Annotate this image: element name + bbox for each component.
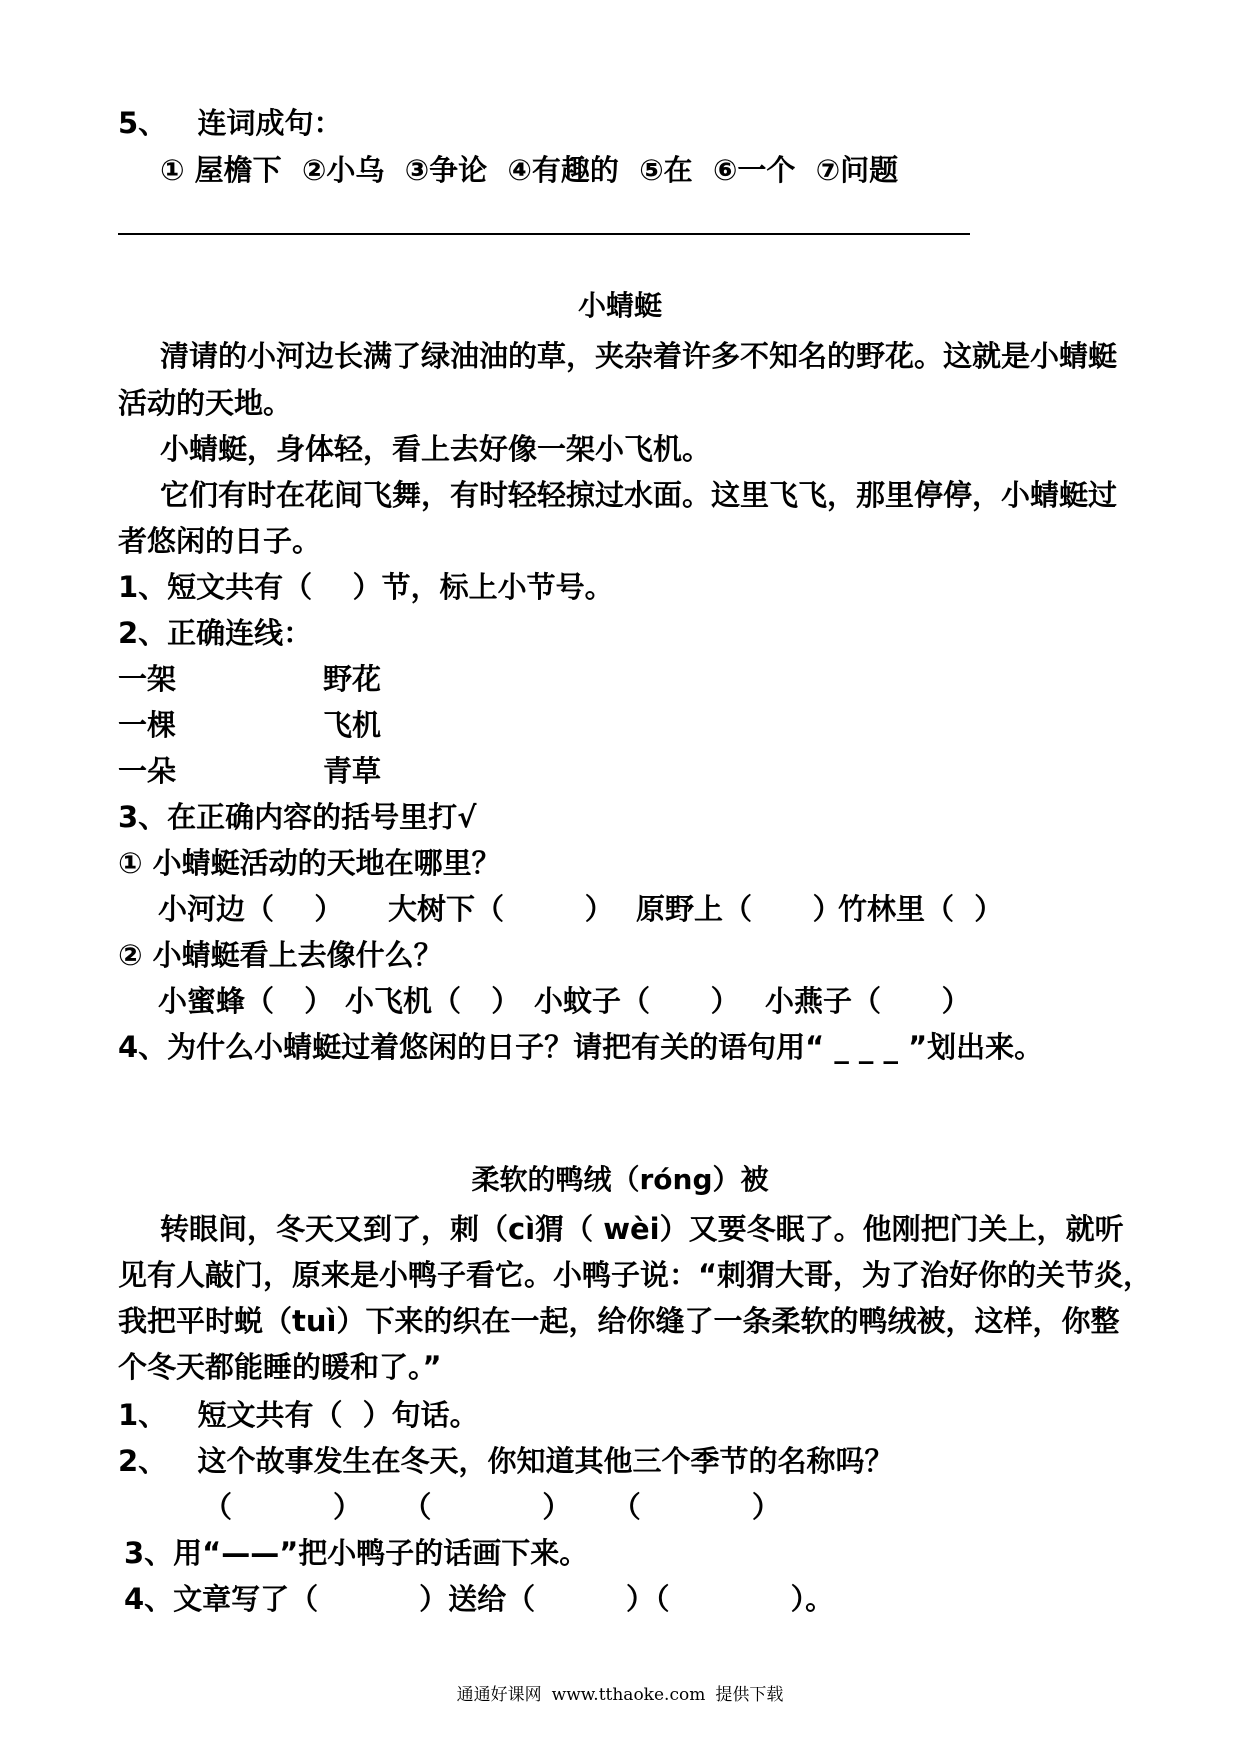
passage2-question-4: 4、文章写了（ ）送给（ ）（ ）。 xyxy=(124,1582,835,1616)
match-right-item: 野花 xyxy=(323,662,382,696)
option-item: 小燕子（ ） xyxy=(765,984,971,1018)
passage1-question-4: 4、为什么小蜻蜓过着悠闲的日子？请把有关的语句用“ _ _ _ ”划出来。 xyxy=(118,1030,1044,1064)
passage1-line: 清请的小河边长满了绿油油的草，夹杂着许多不知名的野花。这就是小蜻蜓 xyxy=(160,339,1118,373)
answer-line xyxy=(118,233,970,235)
footer-site: 通通好课网 xyxy=(456,1685,542,1705)
option-item: 竹林里（ ） xyxy=(838,892,1004,926)
option-item: 小蜜蜂（ ） xyxy=(158,984,334,1018)
sub-question-1: ① 小蜻蜓活动的天地在哪里？ xyxy=(118,846,501,880)
footer xyxy=(0,1680,1240,1705)
passage2-line: 转眼间，冬天又到了，刺（cì猬（ wèi）又要冬眠了。他刚把门关上，就听 xyxy=(160,1212,1124,1246)
match-right-item: 飞机 xyxy=(323,708,382,742)
option-item: 原野上（ ） xyxy=(636,892,842,926)
passage1-question-1: 1、短文共有（ ）节，标上小节号。 xyxy=(118,570,614,604)
q5-title: 5、 连词成句： xyxy=(118,106,343,140)
match-right-item: 青草 xyxy=(323,754,382,788)
passage2-question-1: 1、 短文共有（ ）句话。 xyxy=(118,1398,479,1432)
passage1-title: 小蜻蜓 xyxy=(577,289,662,322)
match-left-item: 一棵 xyxy=(118,708,177,742)
footer-note: 提供下载 xyxy=(715,1685,784,1705)
season-blanks: （ ） （ ） （ ） xyxy=(203,1490,781,1524)
option-item: 小飞机（ ） xyxy=(345,984,521,1018)
passage2-line: 见有人敲门，原来是小鸭子看它。小鸭子说：“刺猬大哥，为了治好你的关节炎， xyxy=(118,1258,1153,1292)
passage2-question-3: 3、用“——”把小鸭子的话画下来。 xyxy=(124,1536,589,1570)
match-left-item: 一朵 xyxy=(118,754,177,788)
passage1-line: 者悠闲的日子。 xyxy=(118,524,322,558)
passage1-question-3: 3、在正确内容的括号里打√ xyxy=(118,800,477,834)
option-item: 小蚊子（ ） xyxy=(534,984,740,1018)
passage1-question-2: 2、正确连线： xyxy=(118,616,313,650)
option-item: 小河边（ ） xyxy=(158,892,344,926)
option-item: 大树下（ ） xyxy=(388,892,614,926)
passage1-line: 它们有时在花间飞舞，有时轻轻掠过水面。这里飞飞，那里停停，小蜻蜓过 xyxy=(160,478,1118,512)
passage2-title: 柔软的鸭绒（róng）被 xyxy=(471,1163,769,1196)
q5-words: ① 屋檐下 ②小乌 ③争论 ④有趣的 ⑤在 ⑥一个 ⑦问题 xyxy=(160,153,899,187)
passage2-question-2: 2、 这个故事发生在冬天，你知道其他三个季节的名称吗？ xyxy=(118,1444,894,1478)
passage2-line: 我把平时蜕（tuì）下来的织在一起，给你缝了一条柔软的鸭绒被，这样，你整 xyxy=(118,1304,1120,1338)
passage2-line: 个冬天都能睡的暖和了。” xyxy=(118,1350,442,1384)
sub-question-2: ② 小蜻蜓看上去像什么？ xyxy=(118,938,443,972)
passage1-line: 活动的天地。 xyxy=(118,386,293,420)
match-left-item: 一架 xyxy=(118,662,177,696)
footer-url[interactable]: www.tthaoke.com xyxy=(551,1685,706,1705)
passage1-line: 小蜻蜓，身体轻，看上去好像一架小飞机。 xyxy=(160,432,712,466)
